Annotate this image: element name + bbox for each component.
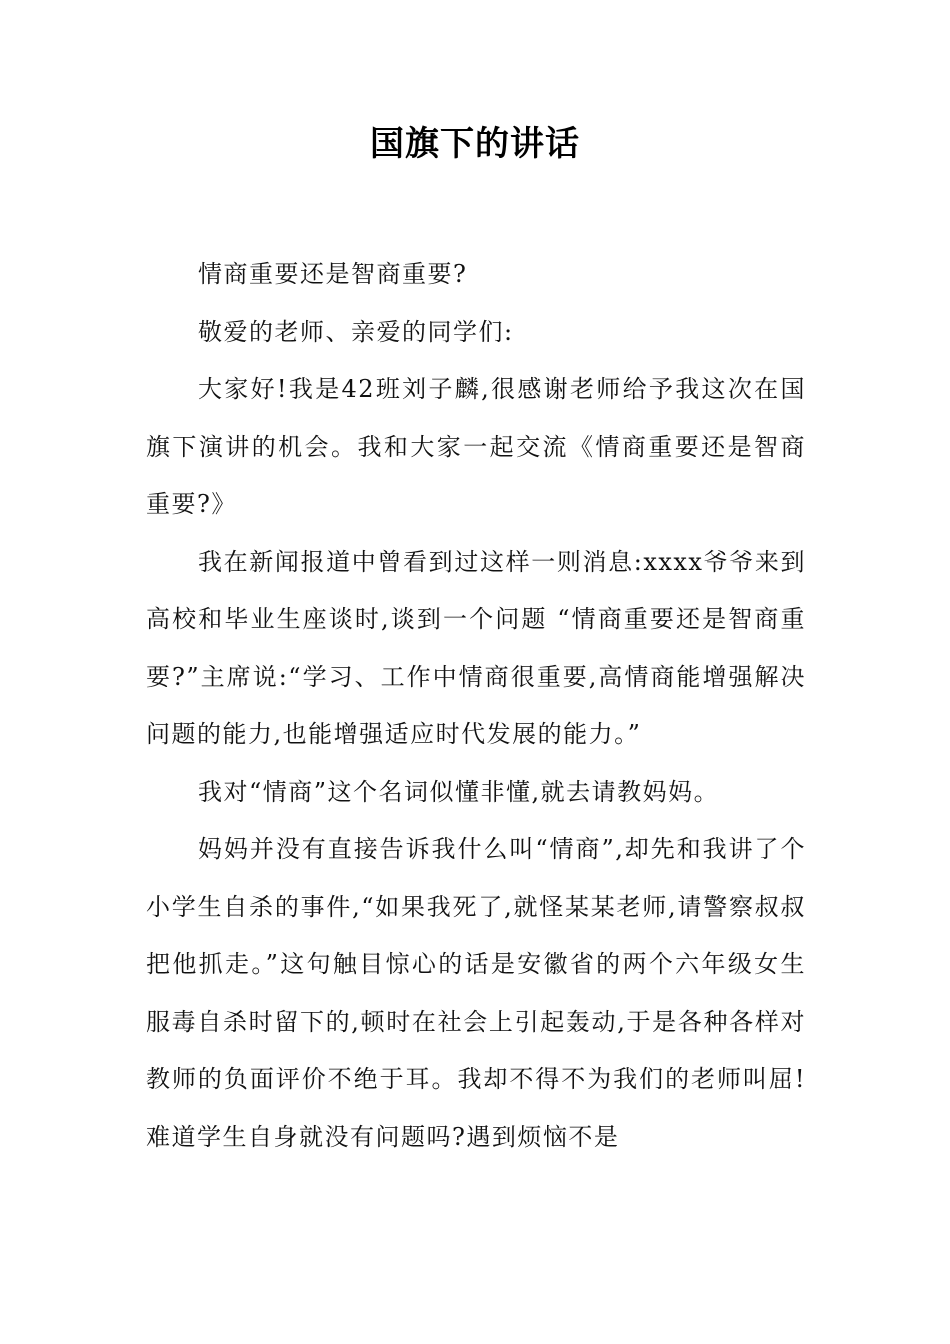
document-body — [146, 246, 806, 1166]
paragraph-topic: 情商重要还是智商重要? — [198, 260, 468, 288]
paragraph-story: 妈妈并没有直接告诉我什么叫“情商”,却先和我讲了个小学生自杀的事件,“如果我死了,就怪某某老师,请警察叔叔把他抓走。”这句触目惊心的话是安徽省的两个六年级女生服毒自杀时留下的,顿时在社会上引起轰动,于是各种各样对教师的负面评价不绝于耳。我却不得不为我们的老师叫屈!难道学生自身就没有问题吗?遇到烦恼不是 — [146, 835, 806, 1151]
paragraph-greeting: 大家好!我是42班刘子麟,很感谢老师给予我这次在国旗下演讲的机会。我和大家一起交流《情商重要还是智商重要?》 — [146, 375, 806, 518]
paragraph-news: 我在新闻报道中曾看到过这样一则消息:xxxx爷爷来到高校和毕业生座谈时,谈到一个问题 “情商重要还是智商重要?”主席说:“学习、工作中情商很重要,高情商能增强解决问题的能力,也能增强适应时代发展的能力。” — [146, 547, 806, 748]
paragraph-question: 我对“情商”这个名词似懂非懂,就去请教妈妈。 — [198, 777, 720, 806]
document-title: 国旗下的讲话 — [370, 124, 580, 164]
paragraph-salutation: 敬爱的老师、亲爱的同学们: — [198, 317, 514, 346]
